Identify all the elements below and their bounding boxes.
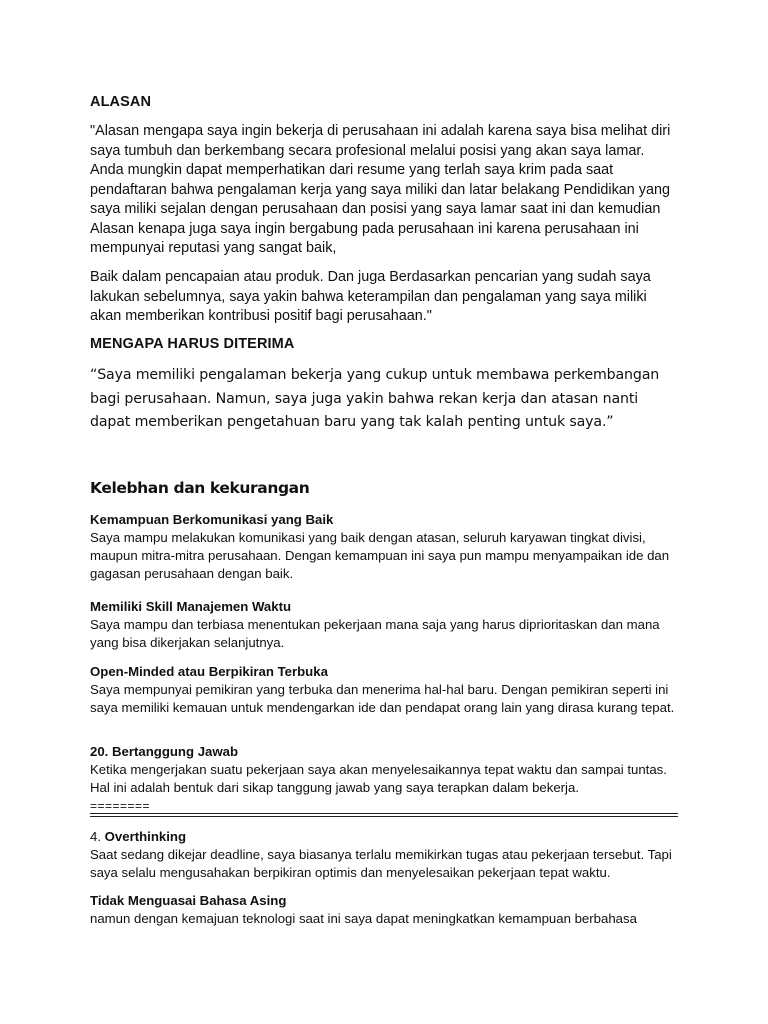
item-number: 4. <box>90 829 105 844</box>
alasan-paragraph-2: Baik dalam pencapaian atau produk. Dan juga Berdasarkan pencarian yang sudah saya lakukan sebelumnya, saya yakin bahwa keterampilan dan pengalaman yang saya miliki akan memberikan kontribusi positif bagi perusahaan." <box>90 269 651 324</box>
item-title: Kemampuan Berkomunikasi yang Baik <box>90 512 334 527</box>
separator-text: ======== <box>90 799 151 813</box>
alasan-heading: ALASAN <box>90 94 152 110</box>
mengapa-heading: MENGAPA HARUS DITERIMA <box>90 336 295 352</box>
alasan-paragraph-1: "Alasan mengapa saya ingin bekerja di perusahaan ini adalah karena saya bisa melihat diri saya tumbuh dan berkembang secara profesional melalui posisi yang akan saya lamar. Anda mungkin dapat memperhatikan dari resume yang terlah saya krim pada saat pendaftaran bahwa pengalaman kerja yang saya miliki dan latar belakang Pendidikan yang saya miliki sejalan dengan perusahaan dan posisi yang saya lamar saat ini dan kemudian Alasan kenapa juga saya ingin bergabung pada perusahaan ini karena perusahaan ini mempunyai reputasi yang sangat baik, <box>90 123 671 256</box>
kekurangan-item-foreign-language <box>90 892 680 928</box>
item-body: Saya mampu melakukan komunikasi yang baik dengan atasan, seluruh karyawan tingkat divisi, maupun mitra-mitra perusahaan. Dengan kemampuan ini saya pun mampu menyampaikan ide dan gagasan perusahaan dengan baik. <box>90 530 670 581</box>
kelebihan-section-title: Kelebhan dan kekurangan <box>90 479 310 497</box>
divider-double-rule <box>90 813 678 817</box>
item-body: namun dengan kemajuan teknologi saat ini saya dapat meningkatkan kemampuan berbahasa <box>90 911 637 926</box>
kelebihan-item-open-minded <box>90 663 680 717</box>
item-title-text: Overthinking <box>104 829 187 844</box>
item-title: Tidak Menguasai Bahasa Asing <box>90 893 287 908</box>
item-title: 20. Bertanggung Jawab <box>90 744 239 759</box>
item-title <box>90 828 680 846</box>
kelebihan-item-responsible <box>90 743 680 797</box>
item-body: Ketika mengerjakan suatu pekerjaan saya akan menyelesaikannya tepat waktu dan sampai tuntas. Hal ini adalah bentuk dari sikap tanggung jawab yang saya terapkan dalam bekerja. <box>90 762 667 795</box>
item-body: Saya mempunyai pemikiran yang terbuka dan menerima hal-hal baru. Dengan pemikiran seperti ini saya memiliki kemauan untuk mendengarkan ide dan pendapat orang lain yang dirasa kurang tepat. <box>90 682 675 715</box>
item-body: Saat sedang dikejar deadline, saya biasanya terlalu memikirkan tugas atau pekerjaan tersebut. Tapi saya selalu mengusahakan berpikiran optimis dan menyelesaikan pekerjaan tepat waktu. <box>90 847 672 880</box>
kelebihan-item-communication <box>90 511 680 583</box>
item-body: Saya mampu dan terbiasa menentukan pekerjaan mana saja yang harus diprioritaskan dan mana yang bisa dikerjakan selanjutnya. <box>90 617 660 650</box>
mengapa-quote: “Saya memiliki pengalaman bekerja yang cukup untuk membawa perkembangan bagi perusahaan. Namun, saya juga yakin bahwa rekan kerja dan atasan nanti dapat memberikan pengetahuan baru yang tak kalah penting untuk saya.” <box>90 367 660 430</box>
kekurangan-item-overthinking <box>90 828 680 882</box>
item-title: Memiliki Skill Manajemen Waktu <box>90 599 292 614</box>
kelebihan-item-time-management <box>90 598 680 652</box>
item-title: Open-Minded atau Berpikiran Terbuka <box>90 664 328 679</box>
